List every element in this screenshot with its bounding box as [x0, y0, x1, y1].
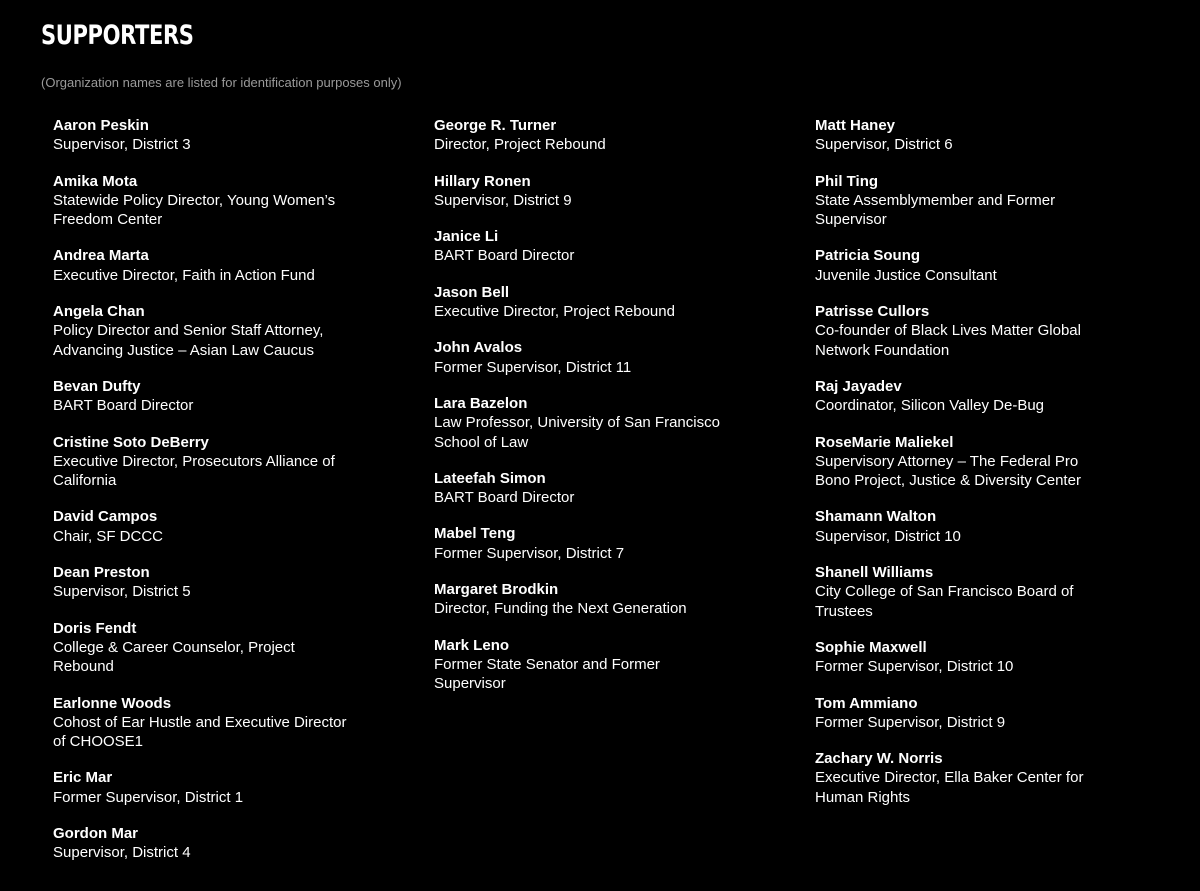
supporter-name: Andrea Marta — [53, 247, 149, 265]
supporter-entry — [434, 469, 734, 508]
supporter-title: College & Career Counselor, Project Rebound — [53, 638, 295, 676]
supporter-name: Lateefah Simon — [434, 469, 546, 487]
supporter-title: Executive Director, Project Rebound — [434, 303, 675, 321]
supporter-name: Gordon Mar — [53, 825, 138, 843]
supporter-entry — [53, 116, 353, 155]
supporter-title: Supervisor, District 10 — [815, 527, 961, 545]
supporter-name: David Campos — [53, 508, 158, 526]
supporter-entry — [53, 246, 353, 285]
supporter-title: State Assemblymember and Former Supervisor — [815, 191, 1056, 229]
supporter-entry — [434, 636, 734, 694]
supporter-name: Angela Chan — [53, 303, 145, 321]
supporter-entry — [815, 246, 1105, 285]
supporters-column-3 — [815, 116, 1105, 824]
supporter-entry — [434, 116, 734, 155]
supporter-title: Executive Director, Faith in Action Fund — [53, 266, 315, 284]
supporter-name: Doris Fendt — [53, 619, 137, 637]
supporter-title: Policy Director and Senior Staff Attorney, Advancing Justice – Asian Law Caucus — [53, 322, 324, 359]
supporter-title: Juvenile Justice Consultant — [815, 266, 997, 284]
supporter-name: Shanell Williams — [815, 564, 934, 582]
supporter-entry — [815, 563, 1105, 621]
supporter-entry — [815, 377, 1105, 416]
supporter-entry — [53, 507, 353, 546]
supporter-name: Patricia Soung — [815, 247, 921, 265]
supporter-name: Hillary Ronen — [434, 172, 531, 190]
supporter-title: Former Supervisor, District 9 — [815, 713, 1006, 731]
supporter-name: Earlonne Woods — [53, 694, 172, 712]
supporter-title: Executive Director, Prosecutors Alliance of California — [53, 452, 335, 490]
supporter-entry — [53, 377, 353, 416]
supporter-entry — [53, 172, 353, 230]
supporter-title: Former Supervisor, District 11 — [434, 358, 632, 376]
supporter-title: Former Supervisor, District 1 — [53, 788, 244, 806]
supporter-name: Sophie Maxwell — [815, 638, 927, 656]
supporter-title: Supervisor, District 6 — [815, 136, 953, 154]
supporter-title: Supervisor, District 5 — [53, 583, 191, 601]
supporter-entry — [815, 694, 1105, 733]
page-title: SUPPORTERS — [41, 20, 194, 51]
supporter-entry — [434, 227, 734, 266]
supporter-name: Dean Preston — [53, 564, 150, 582]
supporter-name: Eric Mar — [53, 769, 113, 787]
supporter-title: Law Professor, University of San Francisco School of Law — [434, 414, 720, 451]
supporter-name: Matt Haney — [815, 117, 896, 134]
supporter-title: Director, Project Rebound — [434, 136, 606, 154]
supporter-title: Supervisory Attorney – The Federal Pro Bono Project, Justice & Diversity Center — [815, 452, 1081, 490]
supporter-entry — [434, 580, 734, 619]
supporter-entry — [53, 433, 353, 491]
supporter-entry — [815, 172, 1105, 230]
supporter-name: Phil Ting — [815, 172, 879, 190]
supporter-title: Cohost of Ear Hustle and Executive Director of CHOOSE1 — [53, 713, 347, 751]
supporter-title: Executive Director, Ella Baker Center for Human Rights — [815, 769, 1084, 806]
supporter-title: BART Board Director — [434, 247, 575, 265]
supporter-name: Lara Bazelon — [434, 394, 528, 412]
supporter-name: Jason Bell — [434, 283, 510, 301]
supporter-entry — [53, 302, 353, 360]
supporter-entry — [815, 638, 1105, 677]
supporter-entry — [434, 524, 734, 563]
supporter-name: Janice Li — [434, 228, 499, 246]
supporter-name: Mabel Teng — [434, 525, 516, 543]
supporter-title: Supervisor, District 9 — [434, 191, 572, 209]
supporter-title: Former State Senator and Former Supervisor — [434, 655, 660, 693]
supporter-entry — [434, 172, 734, 211]
supporter-entry — [53, 694, 353, 752]
supporter-name: RoseMarie Maliekel — [815, 433, 954, 451]
supporter-title: Co-founder of Black Lives Matter Global Network Foundation — [815, 322, 1081, 359]
supporters-column-2 — [434, 116, 734, 711]
supporter-entry — [434, 283, 734, 322]
supporter-name: Tom Ammiano — [815, 694, 918, 712]
supporter-title: Director, Funding the Next Generation — [434, 600, 687, 618]
supporter-title: Former Supervisor, District 7 — [434, 544, 625, 562]
supporter-entry — [815, 116, 1105, 155]
supporters-column-1 — [53, 116, 353, 880]
supporter-title: BART Board Director — [434, 489, 575, 507]
supporter-title: City College of San Francisco Board of Trustees — [815, 583, 1074, 620]
supporter-title: Former Supervisor, District 10 — [815, 658, 1014, 676]
supporter-name: Shamann Walton — [815, 508, 937, 526]
supporter-entry — [53, 619, 353, 677]
supporter-name: George R. Turner — [434, 117, 557, 134]
supporter-name: Amika Mota — [53, 172, 138, 190]
supporter-title: Chair, SF DCCC — [53, 527, 164, 545]
supporter-entry — [815, 749, 1105, 807]
supporter-name: Aaron Peskin — [53, 117, 149, 134]
supporter-name: Margaret Brodkin — [434, 581, 559, 599]
supporter-title: Supervisor, District 3 — [53, 136, 191, 154]
supporter-title: Coordinator, Silicon Valley De-Bug — [815, 397, 1045, 415]
supporter-name: Bevan Dufty — [53, 377, 141, 395]
identification-note: (Organization names are listed for identification purposes only) — [41, 75, 402, 90]
supporter-entry — [815, 507, 1105, 546]
supporter-name: Cristine Soto DeBerry — [53, 433, 209, 451]
supporter-name: Zachary W. Norris — [815, 750, 943, 768]
supporter-entry — [815, 302, 1105, 360]
supporter-name: John Avalos — [434, 339, 523, 357]
supporter-entry — [53, 768, 353, 807]
supporter-name: Mark Leno — [434, 636, 510, 654]
supporter-entry — [434, 394, 734, 452]
supporter-title: Statewide Policy Director, Young Women’s Freedom Center — [53, 191, 336, 229]
supporter-entry — [434, 338, 734, 377]
supporter-entry — [53, 824, 353, 863]
supporter-title: Supervisor, District 4 — [53, 844, 191, 862]
supporter-name: Raj Jayadev — [815, 377, 902, 395]
supporter-title: BART Board Director — [53, 397, 194, 415]
supporter-entry — [815, 433, 1105, 491]
supporter-name: Patrisse Cullors — [815, 303, 930, 321]
supporter-entry — [53, 563, 353, 602]
